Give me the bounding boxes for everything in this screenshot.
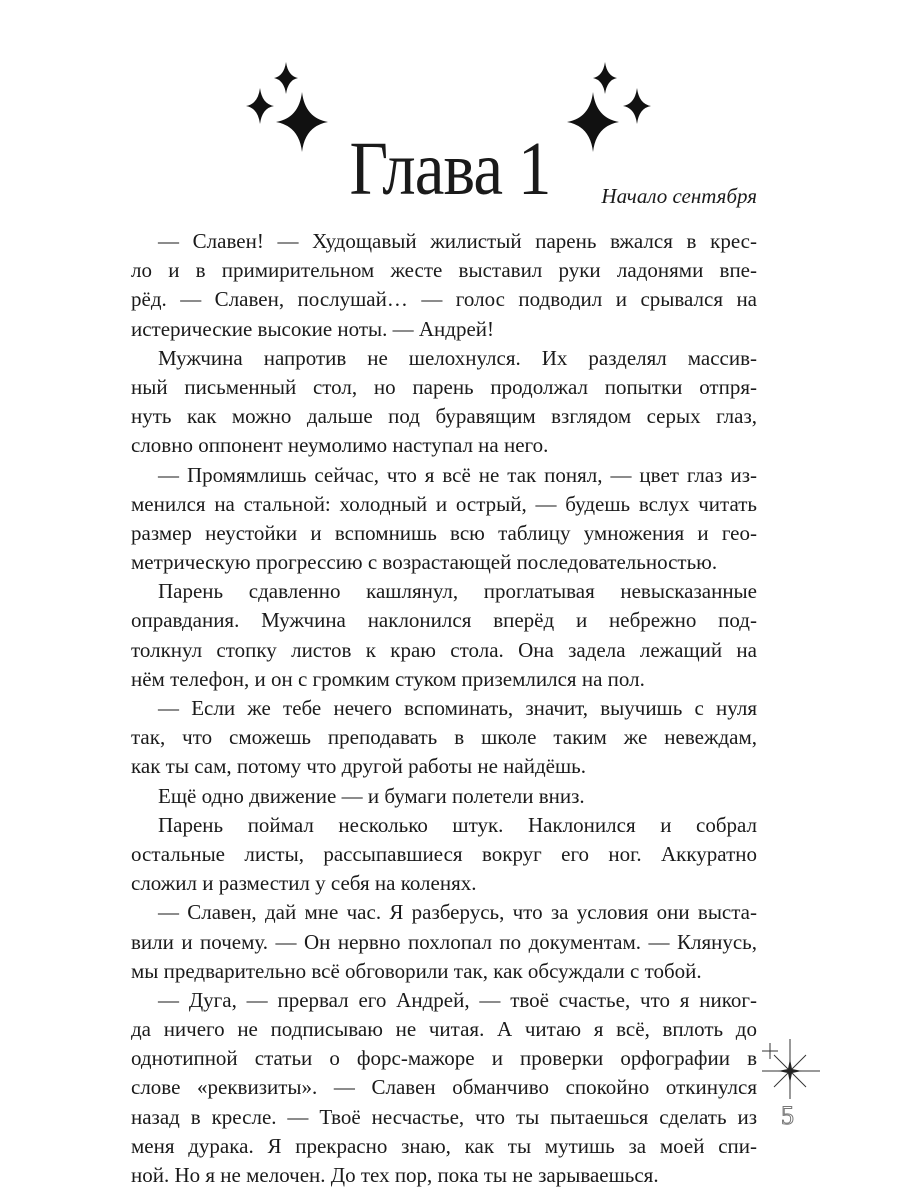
text-line: — Славен, дай мне час. Я разберусь, что за условия они выста- — [158, 900, 757, 925]
chapter-title: Глава 1 — [349, 126, 551, 211]
text-line: — Если же тебе нечего вспоминать, значит, выучишь с нуля — [158, 696, 757, 720]
paragraph — [131, 782, 757, 811]
chapter-subtitle: Начало сентября — [601, 184, 757, 208]
text-line: однотипной статьи о форс-мажоре и проверки орфографии в — [131, 1046, 757, 1071]
text-line: истерические высокие ноты. — Андрей! — [131, 316, 495, 341]
text-line: — Промямлишь сейчас, что я всё не так понял, — цвет глаз из- — [158, 462, 757, 487]
paragraph — [131, 898, 757, 986]
text-line: нуть как можно дальше под буравящим взглядом серых глаз, — [131, 404, 757, 429]
paragraph — [131, 694, 757, 782]
text-line: ной. Но я не мелочен. До тех пор, пока ты не зарываешься. — [131, 1163, 659, 1187]
text-line: как ты сам, потому что другой работы не найдёшь. — [131, 754, 586, 779]
text-line: ный письменный стол, но парень продолжал попытки отпря- — [131, 374, 757, 399]
text-line: рёд. — Славен, послушай… — голос подводил и срывался на — [131, 287, 757, 312]
paragraph — [131, 344, 757, 461]
text-line: мы предварительно всё обговорили так, как обсуждали с тобой. — [131, 958, 702, 983]
paragraph — [131, 577, 757, 694]
text-line: назад в кресле. — Твоё несчастье, что ты пытаешься сделать из — [131, 1104, 757, 1129]
text-line: метрическую прогрессию с возрастающей последовательностью. — [131, 550, 718, 575]
text-line: — Славен! — Худощавый жилистый парень вжался в крес- — [158, 229, 757, 253]
text-line: размер неустойки и вспомнишь всю таблицу умножения и гео- — [131, 520, 757, 545]
text-line: — Дуга, — прервал его Андрей, — твоё счастье, что я никог- — [158, 987, 757, 1012]
text-line: Парень сдавленно кашлянул, проглатывая невысказанные — [158, 579, 757, 604]
paragraph — [131, 461, 757, 578]
text-line: слове «реквизиты». — Славен обманчиво спокойно откинулся — [131, 1075, 757, 1100]
text-line: Парень поймал несколько штук. Наклонился и собрал — [158, 812, 757, 837]
text-line: толкнул стопку листов к краю стола. Она задела лежащий на — [131, 637, 757, 662]
text-line: Ещё одно движение — и бумаги полетели вниз. — [158, 783, 585, 808]
text-line: нём телефон, и он с громким стуком приземлился на пол. — [131, 666, 645, 691]
paragraph — [131, 811, 757, 899]
text-line: менился на стальной: холодный и острый, — будешь вслух читать — [131, 491, 757, 516]
text-line: да ничего не подписываю не читая. А читаю я всё, вплоть до — [131, 1017, 757, 1042]
text-line: сложил и разместил у себя на коленях. — [131, 871, 477, 896]
text-line: вили и почему. — Он нервно похлопал по документам. — Клянусь, — [131, 929, 757, 954]
star-ornament-icon — [758, 1035, 822, 1099]
text-line: так, что сможешь преподавать в школе таким же невеждам, — [131, 725, 757, 750]
paragraph — [131, 227, 757, 344]
text-line: Мужчина напротив не шелохнулся. Их разделял массив- — [158, 345, 757, 370]
paragraph — [131, 986, 757, 1190]
page-number: 5 — [781, 1101, 794, 1130]
text-line: оправдания. Мужчина наклонился вперёд и небрежно под- — [131, 608, 757, 633]
text-line: словно оппонент неумолимо наступал на него. — [131, 433, 549, 458]
text-line: ло и в примирительном жесте выставил руки ладонями впе- — [131, 258, 757, 283]
text-line: меня дурака. Я прекрасно знаю, как ты мутишь за моей спи- — [131, 1133, 757, 1158]
body-text — [131, 227, 757, 1190]
text-line: остальные листы, рассыпавшиеся вокруг его ног. Аккуратно — [131, 841, 757, 866]
